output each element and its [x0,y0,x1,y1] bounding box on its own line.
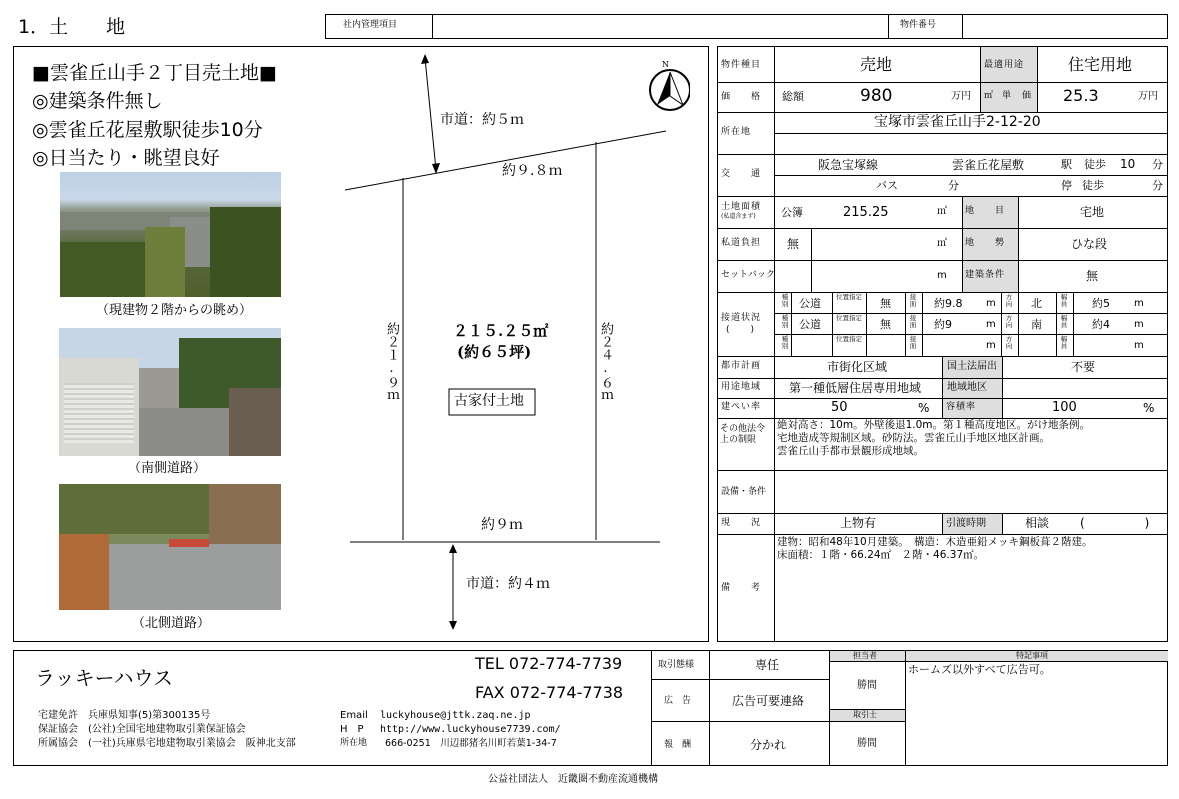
north-label: N [662,60,669,69]
caption-view: （現建物２階からの眺め） [96,303,253,318]
left-side-label: 約２１.９ｍ [384,322,399,402]
right-side-label: 約２４.６ｍ [598,322,613,402]
access-kind-label: 種別 [781,293,789,308]
type-value: 売地 [860,55,893,74]
far-label: 容積率 [946,402,977,412]
registry-label: 公簿 [781,206,803,219]
zoning-value: 第一種低層住居専用地域 [789,381,922,395]
access-pos: 無 [880,318,891,331]
address: 666-0251 川辺郡猪名川町若葉1-34-7 [385,738,557,749]
caption-south-road: （南側道路） [128,461,207,476]
company-name: ラッキーハウス [35,666,173,690]
kokudo-value: 不要 [1071,360,1096,374]
unit-price-label-2: 単 価 [1002,91,1033,101]
location-label: 所在地 [721,127,752,137]
land-area-value: 215.25 [843,205,889,220]
deal-value: 専任 [755,658,780,672]
access-dir-label: 方向 [1005,293,1013,308]
kokudo-label: 国土法届出 [947,361,997,372]
access-width: 約5 [1092,297,1110,310]
deal-label: 取引態様 [658,660,695,670]
minute-unit: 分 [1152,158,1163,171]
build-cond-label: 建築条件 [965,270,1006,280]
agent-label: 取引士 [853,710,877,719]
access-direction: 南 [1031,318,1042,331]
access-width: 約4 [1092,318,1110,331]
ad-value: 広告可要連絡 [732,694,805,708]
special-label: 特記事項 [1016,651,1048,660]
access-label: 接道状況 [721,313,762,323]
other-label: その他法令上の制限 [720,424,766,445]
terrain-label: 地 勢 [965,238,1006,248]
email[interactable]: luckyhouse@jttk.zaq.ne.jp [380,710,531,721]
access-frontage-unit: m [986,319,996,330]
top-width-label: 約９.８ｍ [502,163,563,179]
area-m2: ２１５.２５㎡ [453,322,549,340]
headline-2: ◎建築条件無し [32,90,163,112]
photo-north-road [59,484,281,610]
far-value: 100 [1052,400,1077,415]
bcr-label: 建ぺい率 [721,402,762,412]
district-label: 地域地区 [947,382,987,393]
access-kind: 公道 [799,318,821,331]
organization: 公益社団法人 近畿圏不動産流通機構 [488,774,658,785]
fee-label: 報 酬 [664,740,692,750]
access-frontage-unit: m [986,298,996,309]
staff-label: 担当者 [853,651,877,660]
association: 所属協会 (一社)兵庫県宅地建物取引業協会 阪神北支部 [38,738,296,749]
access-front-label: 接面 [909,314,917,329]
access-pos-label: 位置指定 [836,314,862,322]
access-paren: ( ) [726,325,756,335]
station-name: 雲雀丘花屋敷 [952,158,1025,172]
access-dir-label: 方向 [1005,335,1013,350]
unit-price-value: 25.3 [1063,86,1099,105]
access-front-label: 接面 [909,293,917,308]
area-tsubo: (約６５坪) [457,343,532,361]
access-width-unit: m [1134,340,1144,351]
homepage-link[interactable]: http://www.luckyhouse7739.com/ [380,724,561,735]
email-label: Email [340,710,368,721]
notes-line-1: 建物：昭和48年10月建築。 構造：木造亜鉛メッキ鋼板葺２階建。 [777,536,1093,548]
headline-4: ◎日当たり・眺望良好 [32,147,220,169]
access-frontage: 約9 [934,318,952,331]
header-box [325,14,1168,39]
type-label: 物件種目 [721,60,762,70]
total-label: 総額 [782,90,804,103]
land-area-sublabel: (私道含まず) [721,213,756,220]
staff-value: 勝間 [857,680,877,691]
bus-label: バス [876,179,898,192]
internal-label: 社内管理項目 [343,20,398,30]
far-unit: % [1143,401,1155,415]
chimoku-value: 宅地 [1080,205,1105,219]
status-label: 現 況 [721,518,762,528]
access-pos-label: 位置指定 [836,335,862,343]
terrain-value: ひな段 [1071,237,1108,251]
walk-label: 徒歩 [1084,158,1106,171]
status-value: 上物有 [840,516,877,530]
sqm-unit: ㎡ [937,206,947,217]
bus-minute-unit: 分 [948,179,959,192]
access-width-label: 幅員 [1060,293,1068,308]
zoning-label: 用途地域 [721,382,762,392]
access-pos: 無 [880,297,891,310]
build-cond-value: 無 [1086,269,1099,283]
access-width-label: 幅員 [1060,335,1068,350]
location-value: 宝塚市雲雀丘山手2-12-20 [874,114,1041,130]
photo-south-road [59,328,281,456]
private-road-label: 私道負担 [721,238,762,248]
other-line-3: 雲雀丘山手都市景観形成地域。 [777,445,924,457]
sqm-unit-2: ㎡ [937,238,947,249]
city-plan-value: 市街化区域 [827,360,888,374]
handover-value: 相談 [1025,516,1050,530]
handover-label: 引渡時期 [946,518,986,529]
headline-1: ■雲雀丘山手２丁目売土地■ [32,62,277,84]
fee-value: 分かれ [750,738,787,752]
headline-3: ◎雲雀丘花屋敷駅徒歩10分 [32,119,263,141]
photo-view [60,172,281,297]
fax: FAX 072-774-7738 [475,683,624,702]
access-kind-label: 種別 [781,335,789,350]
handover-paren: ( ) [1080,516,1150,530]
access-width-unit: m [1134,298,1144,309]
access-kind: 公道 [799,297,821,310]
access-dir-label: 方向 [1005,314,1013,329]
hp-label: H P [340,724,364,735]
transport-label: 交 通 [721,169,762,179]
use-label: 最適用途 [984,60,1025,70]
access-frontage: 約9.8 [934,297,963,310]
ad-label: 広 告 [664,696,692,706]
road-top-label: 市道：約５ｍ [440,112,524,128]
addr-label: 所在地 [340,738,368,748]
property-no-label: 物件番号 [900,20,937,30]
walk-minutes: 10 [1120,157,1136,171]
city-plan-label: 都市計画 [721,361,762,371]
access-direction: 北 [1031,297,1042,310]
access-front-label: 接面 [909,335,917,350]
unit-price-unit: 万円 [1138,91,1158,102]
caption-north-road: （北側道路） [132,616,211,631]
bottom-width-label: 約９ｍ [481,517,523,533]
private-road-value: 無 [787,237,800,251]
access-width-unit: m [1134,319,1144,330]
facility-label: 設備・条件 [721,487,767,497]
land-area-label: 土地面積 [721,202,762,212]
minute-unit-2: 分 [1152,179,1163,192]
old-house-label: 古家付土地 [454,393,524,409]
use-value: 住宅用地 [1068,55,1133,74]
section-title: 1．土 地 [18,16,126,38]
access-pos-label: 位置指定 [836,293,862,301]
price-unit: 万円 [951,91,971,102]
license: 宅建免許 兵庫県知事(5)第300135号 [38,710,211,721]
walk-label-2: 徒歩 [1082,179,1104,192]
notes-label: 備 考 [721,583,762,593]
access-kind-label: 種別 [781,314,789,329]
notes-line-2: 床面積：１階・66.24㎡ ２階・46.37㎡。 [777,549,985,561]
tel: TEL 072-774-7739 [475,654,623,673]
bcr-value: 50 [831,400,848,415]
unit-price-label-1: ㎡ [984,91,994,101]
setback-unit: m [937,270,947,281]
access-width-label: 幅員 [1060,314,1068,329]
price-value: 980 [860,86,893,106]
other-line-1: 絶対高さ：10m。外壁後退1.0m。第１種高度地区。がけ地条例。 [777,419,1091,431]
bcr-unit: % [918,401,930,415]
special-value: ホームズ以外すべて広告可。 [908,663,1051,676]
other-line-2: 宅地造成等規制区域。砂防法。雲雀丘山手地区地区計画。 [777,432,1050,444]
access-frontage-unit: m [986,340,996,351]
chimoku-label: 地 目 [965,206,1006,216]
agent-value: 勝間 [857,738,877,749]
line-name: 阪急宝塚線 [818,158,879,172]
setback-label: セットバック [721,270,775,280]
guarantee: 保証協会 (公社)全国宅地建物取引業保証協会 [38,724,246,735]
stop-label: 停 [1061,179,1072,192]
station-suffix: 駅 [1061,158,1072,171]
price-label: 価 格 [721,92,762,102]
road-bottom-label: 市道：約４ｍ [466,576,550,592]
